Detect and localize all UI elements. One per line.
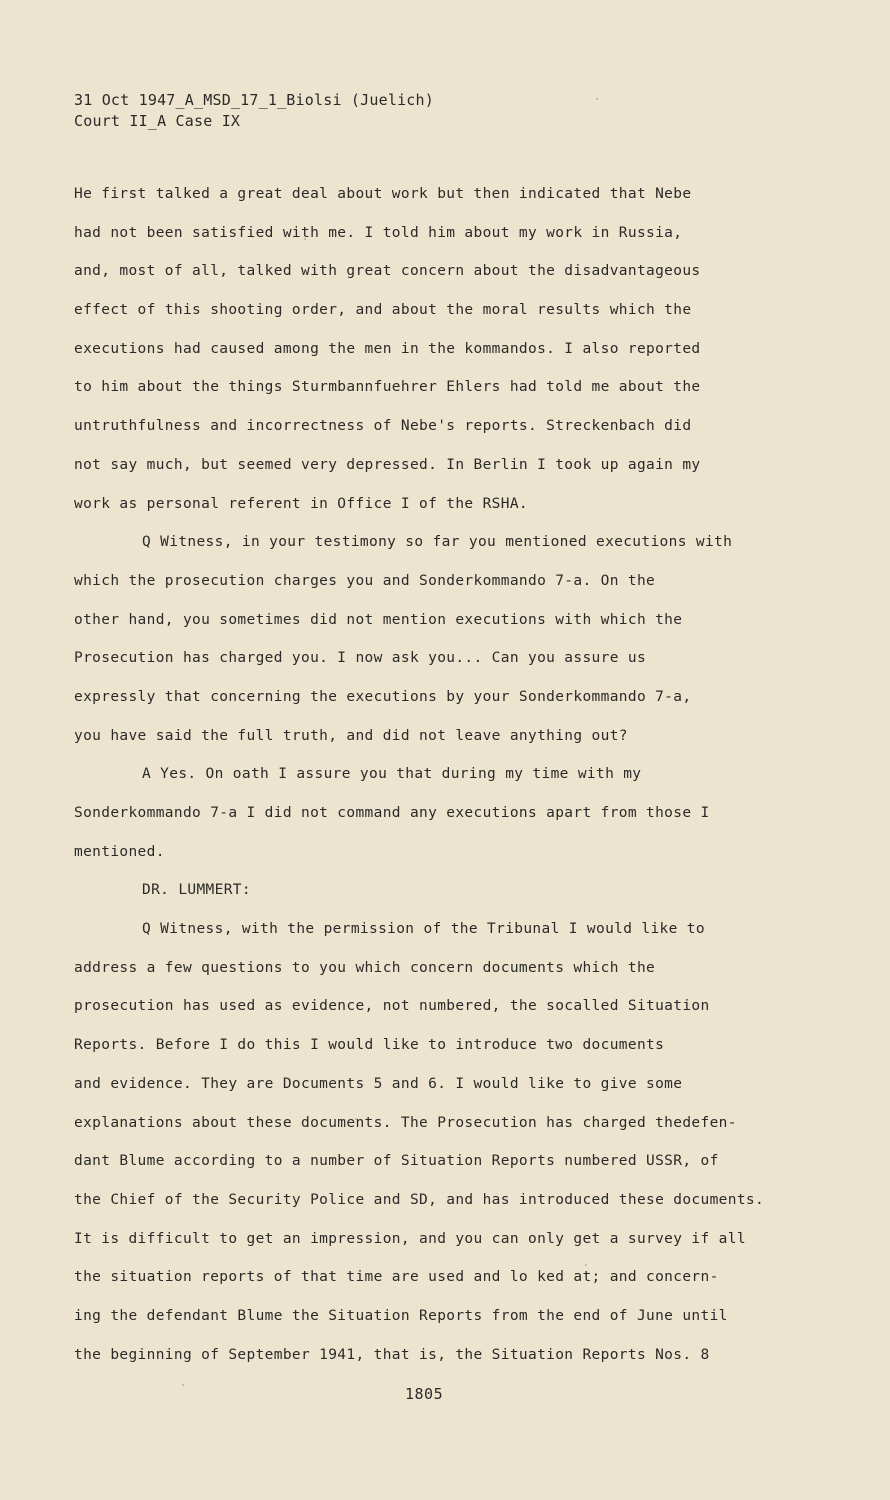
transcript-line: dant Blume according to a number of Situation Reports numbered USSR, of [74,1153,719,1170]
transcript-line: effect of this shooting order, and about the moral results which the [74,302,692,319]
transcript-line: Prosecution has charged you. I now ask you... Can you assure us [74,650,647,667]
transcript-line: It is difficult to get an impression, and you can only get a survey if all [74,1230,746,1247]
transcript-line: A Yes. On oath I assure you that during my time with my [142,766,642,783]
transcript-line: expressly that concerning the executions by your Sonderkommando 7-a, [74,688,692,705]
transcript-body [74,175,814,1374]
transcript-line: and, most of all, talked with great concern about the disadvantageous [74,263,701,280]
header-date-line: 31 Oct 1947_A_MSD_17_1_Biolsi (Juelich) [74,91,434,109]
transcript-line: and evidence. They are Documents 5 and 6. I would like to give some [74,1075,683,1092]
transcript-line: to him about the things Sturmbannfuehrer Ehlers had told me about the [74,379,701,396]
transcript-line: you have said the full truth, and did not leave anything out? [74,727,628,744]
transcript-line: the situation reports of that time are used and lo ked at; and concern- [74,1269,719,1286]
transcript-line: the Chief of the Security Police and SD, and has introduced these documents. [74,1191,765,1208]
transcript-line: work as personal referent in Office I of the RSHA. [74,495,528,512]
transcript-line: which the prosecution charges you and Sonderkommando 7-a. On the [74,572,656,589]
transcript-line: Sonderkommando 7-a I did not command any executions apart from those I [74,805,710,821]
transcript-line: had not been satisfied with me. I told him about my work in Russia, [74,224,683,241]
page-number: 1805 [405,1385,444,1403]
transcript-line: explanations about these documents. The Prosecution has charged thedefen- [74,1114,737,1131]
transcript-line: not say much, but seemed very depressed. In Berlin I took up again my [74,456,701,473]
transcript-line: untruthfulness and incorrectness of Nebe's reports. Streckenbach did [74,418,692,435]
paper-speckle [182,1384,184,1386]
transcript-line: Q Witness, with the permission of the Tribunal I would like to [142,921,705,938]
paper-speckle [596,98,598,100]
paper-speckle [585,1264,587,1266]
transcript-line: prosecution has used as evidence, not numbered, the socalled Situation [74,998,710,1015]
transcript-line: He first talked a great deal about work but then indicated that Nebe [74,186,692,202]
paper-speckle [355,1118,357,1120]
header-court-line: Court II_A Case IX [74,112,241,130]
transcript-line: mentioned. [74,843,165,860]
transcript-line: executions had caused among the men in the kommandos. I also reported [74,340,701,357]
paper-speckle [304,238,306,240]
transcript-line: address a few questions to you which concern documents which the [74,959,656,976]
transcript-line: the beginning of September 1941, that is, the Situation Reports Nos. 8 [74,1346,710,1363]
document-header [74,90,434,132]
transcript-line: Reports. Before I do this I would like to introduce two documents [74,1037,665,1054]
transcript-line: other hand, you sometimes did not mention executions with which the [74,611,683,628]
transcript-line: Q Witness, in your testimony so far you mentioned executions with [142,534,733,551]
speaker-label: DR. LUMMERT: [142,882,251,899]
transcript-line: ing the defendant Blume the Situation Reports from the end of June until [74,1307,728,1324]
